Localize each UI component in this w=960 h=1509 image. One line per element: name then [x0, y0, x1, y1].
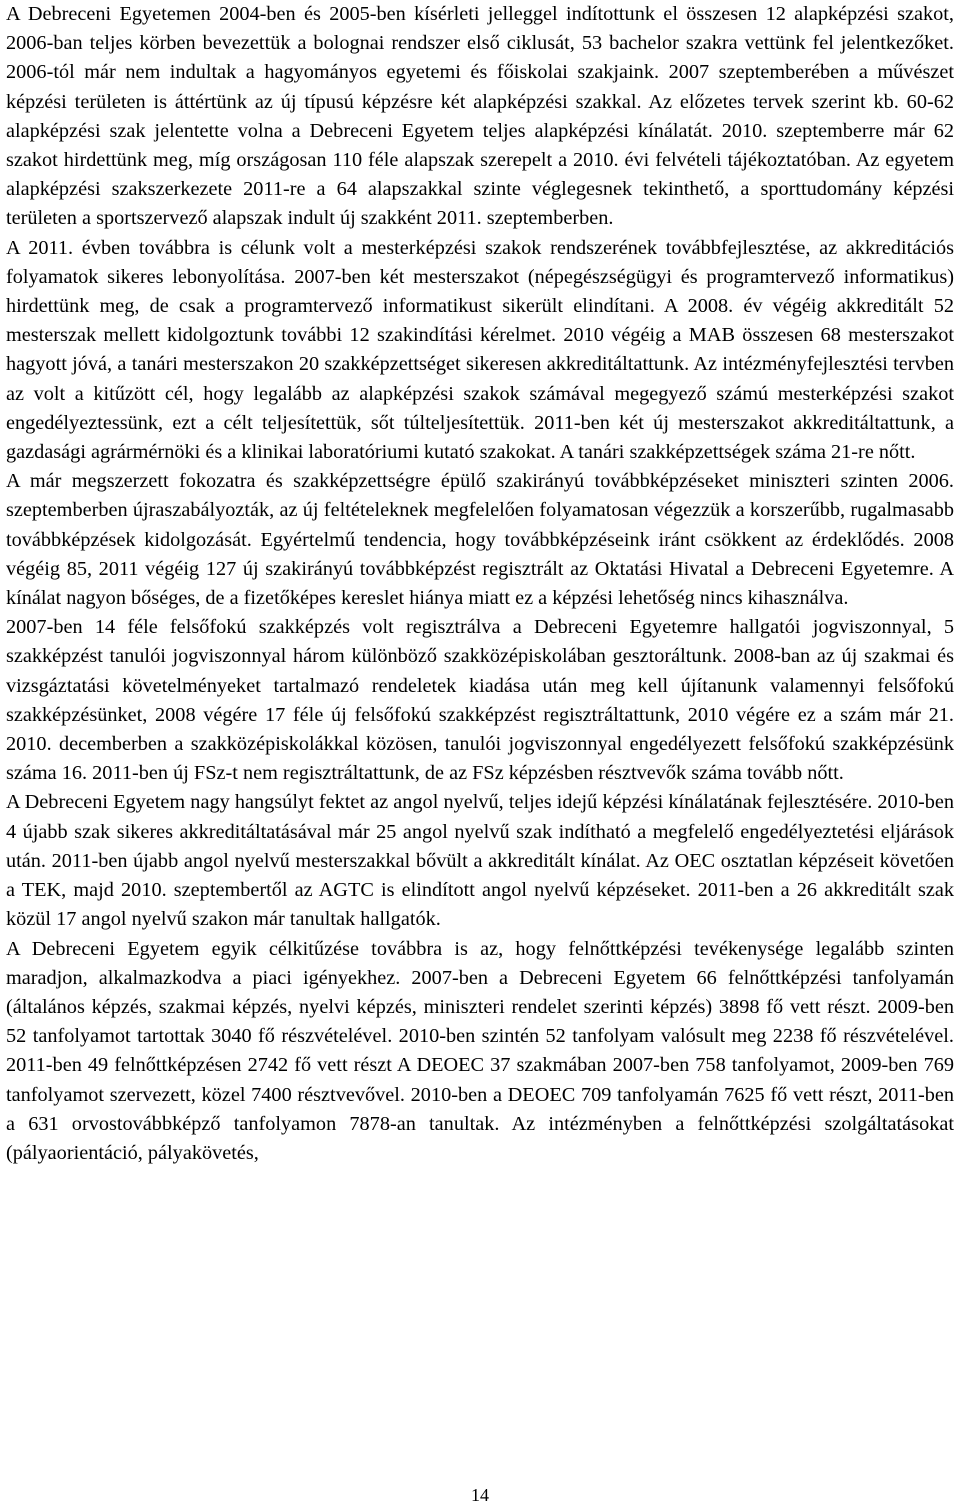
- paragraph-adult-education: A Debreceni Egyetem egyik célkitűzése továbbra is az, hogy felnőttképzési tevékenysége legalább szinten maradjon, alkalmazkodva a piaci igényekhez. 2007-ben a Debreceni Egyetem 66 felnőttképzési tanfolyamán (általános képzés, szakmai képzés, nyelvi képzés, miniszteri rendelet szerinti képzés) 3898 fő vett részt. 2009-ben 52 tanfolyamot tartottak 3040 fő részvételével. 2010-ben szintén 52 tanfolyam valósult meg 2238 fő részvételével. 2011-ben 49 felnőttképzésen 2742 fő vett részt A DEOEC 37 szakmában 2007-ben 758 tanfolyamot, 2009-ben 769 tanfolyamot szervezett, közel 7400 résztvevővel. 2010-ben a DEOEC 709 tanfolyamán 7625 fő vett részt, 2011-ben a 631 orvostovábbképző tanfolyamon 7878-an tanultak. Az intézményben a felnőttképzési szolgáltatásokat (pályaorientáció, pályakövetés,: [6, 937, 954, 1164]
- page-number: 14: [471, 1485, 489, 1505]
- paragraph-english-programs: A Debreceni Egyetem nagy hangsúlyt fektet az angol nyelvű, teljes idejű képzési kínálatának fejlesztésére. 2010-ben 4 újabb szak sikeres akkreditáltatásával már 25 angol nyelvű szak indítható a megfelelő engedélyeztetési eljárások után. 2011-ben újabb angol nyelvű mesterszakkal bővült a akkreditált kínálat. Az OEC osztatlan képzéseit követően a TEK, majd 2010. szeptembertől az AGTC is elindított angol nyelvű képzéseket. 2011-ben a 26 akkreditált szak közül 17 angol nyelvű szakon már tanultak hallgatók.: [6, 791, 954, 931]
- paragraph-vocational-training: 2007-ben 14 féle felsőfokú szakképzés volt regisztrálva a Debreceni Egyetemre hallgatói jogviszonnyal, 5 szakképzést tanulói jogviszonnyal három különböző szakközépiskolában gesztoráltunk. 2008-ban az új szakmai és vizsgáztatási követelményeket tartalmazó rendeletek kiadása után meg kell újítanunk valamennyi felsőfokú szakképzésünket, 2008 végére 17 féle új felsőfokú szakképzést regisztráltattunk, 2010 végére ez a szám már 21. 2010. decemberben a szakközépiskolákkal közösen, tanulói jogviszonnyal engedélyezett felsőfokú szakképzésünk száma 16. 2011-ben új FSz-t nem regisztráltattunk, de az FSz képzésben résztvevők száma tovább nőtt.: [6, 616, 954, 785]
- paragraph-bachelor-programs: A Debreceni Egyetemen 2004-ben és 2005-ben kísérleti jelleggel indítottunk el összesen 12 alapképzési szakot, 2006-ban teljes körben bevezettük a bolognai rendszer első ciklusát, 53 bachelor szakra vettünk fel jelentkezőket. 2006-tól már nem indultak a hagyományos egyetemi és főiskolai szakjaink. 2007 szeptemberében a művészet képzési területen is áttértünk az új típusú képzésre két alapképzési szakkal. Az előzetes tervek szerint kb. 60-62 alapképzési szak jelentette volna a Debreceni Egyetem teljes alapképzési kínálatát. 2010. szeptemberre már 62 szakot hirdettünk meg, míg országosan 110 féle alapszak szerepelt a 2010. évi felvételi tájékoztatóban. Az egyetem alapképzési szakszerkezete 2011-re a 64 alapszakkal szinte véglegesnek tekinthető, a sporttudomány képzési területen a sportszervező alapszak indult új szakként 2011. szeptemberben.: [6, 3, 954, 230]
- body-text: [6, 0, 954, 1168]
- paragraph-master-programs: A 2011. évben továbbra is célunk volt a mesterképzési szakok rendszerének továbbfejlesztése, az akkreditációs folyamatok sikeres lebonyolítása. 2007-ben két mesterszakot (népegészségügyi és programtervező informatikus) hirdettünk meg, de csak a programtervező informatikust sikerült elindítani. A 2008. év végéig akkreditált 52 mesterszak mellett kidolgoztunk további 12 szakindítási kérelmet. 2010 végéig a MAB összesen 68 mesterszakot hagyott jóvá, a tanári mesterszakon 20 szakképzettséget sikeresen akkreditáltattunk. Az intézményfejlesztési tervben az volt a kitűzött cél, hogy legalább az alapképzési szakok számával megegyező számú mesterképzési szakot engedélyeztessünk, ezt a célt teljesítettük, sőt túlteljesítettük. 2011-ben két új mesterszakot akkreditáltattunk, a gazdasági agrármérnöki és a klinikai laboratóriumi kutató szakokat. A tanári szakképzettségek száma 21-re nőtt.: [6, 236, 954, 464]
- paragraph-postgraduate-training: A már megszerzett fokozatra és szakképzettségre épülő szakirányú továbbképzéseket miniszteri szinten 2006. szeptemberben újraszabályozták, az új feltételeknek megfelelően folyamatosan végezzük a korszerűbb, rugalmasabb továbbképzések kidolgozását. Egyértelmű tendencia, hogy továbbképzéseink iránt csökkent az érdeklődés. 2008 végéig 85, 2011 végéig 127 új szakirányú továbbképzést regisztrált az Oktatási Hivatal a Debreceni Egyetemre. A kínálat nagyon bőséges, de a fizetőképes kereslet hiánya miatt ez a képzési lehetőség nincs kihasználva.: [6, 470, 954, 610]
